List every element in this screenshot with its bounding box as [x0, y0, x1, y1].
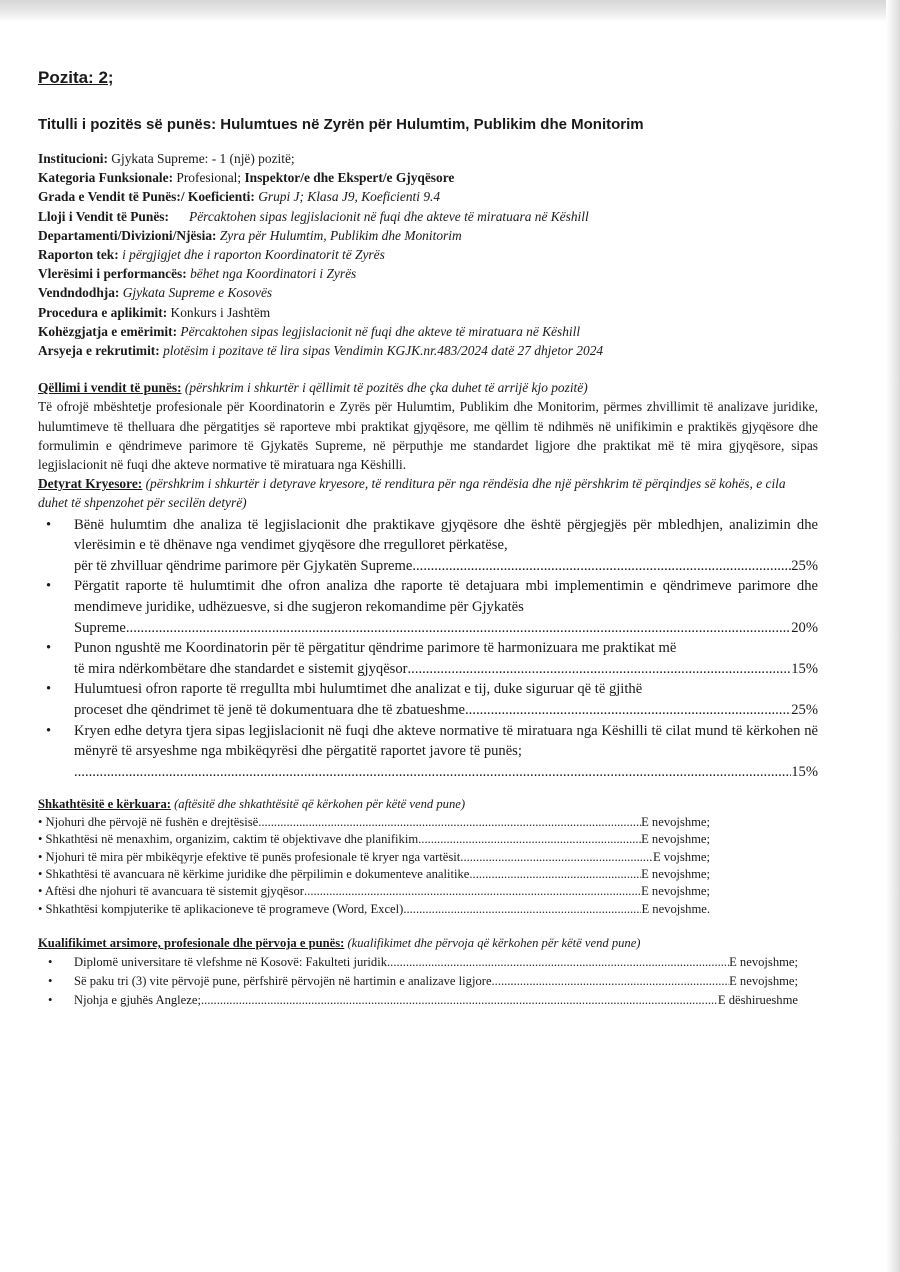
- skills-heading: Shkathtësitë e kërkuara:: [38, 797, 171, 812]
- scan-shadow-top: [0, 0, 900, 22]
- qualifications-heading-line: [38, 934, 818, 953]
- document-page: [38, 60, 818, 1010]
- info-row: Grada e Vendit të Punës:/ Koeficienti: Grupi J; Klasa J9, Koeficienti 9.4: [38, 189, 441, 205]
- skill-item: • Njohuri dhe përvojë në fushën e drejtësisë ..... E nevojshme;: [38, 814, 710, 831]
- purpose-text: Të ofrojë mbështetje profesionale për Koordinatorin e Zyrës për Hulumtim, Publikim dhe Monitorim, përmes zhvillimit të analizave juridike, hulumtimeve të thelluara dhe përgatitjes së raporteve mbi praktikat gjyqësore, me qëllim të ndihmës në unifikimin e praktikës gjyqësore dhe formulimin e qëndrimeve parimore të Gjykatës Supreme, në përputhje me standardet ligjore dhe praktikat më të mira gjyqësore, sipas legjislacionit në fuqi dhe akteve normative të miratuara nga Këshilli.: [38, 399, 818, 473]
- info-row: Kohëzgjatja e emërimit: Përcaktohen sipas legjislacionit në fuqi dhe akteve të miratuara në Këshill: [38, 323, 581, 339]
- qualifications-heading: Kualifikimet arsimore, profesionale dhe përvoja e punës:: [38, 936, 345, 951]
- bullet-icon: •: [46, 516, 52, 533]
- skills-hint: (aftësitë dhe shkathtësitë që kërkohen për këtë vend pune): [170, 797, 466, 812]
- qualification-item: • Njohja e gjuhës Angleze; ..... E dëshirueshme: [38, 991, 798, 1010]
- purpose-heading-line: [38, 378, 818, 397]
- info-row: Procedura e aplikimit: Konkurs i Jashtëm: [38, 304, 271, 320]
- duty-item: • Kryen edhe detyra tjera sipas legjislacionit në fuqi dhe akteve normative të miratuara nga Këshilli të cilat mund të kërkohen në mënyrë të arsyeshme nga mbikëqyrësi dhe përgatitë raportet javore të punës; ..... 15%: [38, 721, 818, 783]
- info-row: Arsyeja e rekrutimit: plotësim i pozitave të lira sipas Vendimin KGJK.nr.483/2024 datë 27 dhjetor 2024: [38, 343, 604, 359]
- qualification-item: • Diplomë universitare të vlefshme në Kosovë: Fakulteti juridik ..... E nevojshme;: [38, 953, 798, 972]
- bullet-icon: •: [48, 955, 53, 970]
- duties-heading-line: [38, 474, 818, 512]
- bullet-icon: •: [46, 681, 52, 698]
- skill-item: • Aftësi dhe njohuri të avancuara të sistemit gjyqësor ..... E nevojshme;: [38, 883, 710, 900]
- position-info: [38, 149, 818, 360]
- duty-item: • Hulumtuesi ofron raporte të rregullta mbi hulumtimet dhe analizat e tij, duke siguruar që të gjithë proceset dhe qëndrimet të jenë të dokumentuara dhe të zbatueshme ..... 25%: [38, 679, 818, 720]
- bullet-icon: •: [46, 722, 52, 739]
- skill-item: • Shkathtësi kompjuterike të aplikacioneve të programeve (Word, Excel) ..... E nevojshme.: [38, 901, 710, 918]
- info-row: Vendndodhja: Gjykata Supreme e Kosovës: [38, 285, 273, 301]
- purpose-heading: Qëllimi i vendit të punës:: [38, 380, 182, 396]
- purpose-section: [38, 378, 818, 474]
- duties-list: [38, 515, 818, 783]
- skill-item: • Njohuri të mira për mbikëqyrje efektive të punës profesionale të kryer nga vartësit ..... E vojshme;: [38, 849, 710, 866]
- duties-heading: Detyrat Kryesore:: [38, 476, 143, 492]
- skill-item: • Shkathtësi të avancuara në kërkime juridike dhe përpilimin e dokumenteve analitike ..... E nevojshme;: [38, 866, 710, 883]
- duty-item: • Punon ngushtë me Koordinatorin për të përgatitur qëndrime parimore të harmonizuara me praktikat më të mira ndërkombëtare dhe standardet e sistemit gjyqësor ..... 15%: [38, 638, 818, 679]
- bullet-icon: •: [46, 640, 52, 657]
- info-row: Lloji i Vendit të Punës: Përcaktohen sipas legjislacionit në fuqi dhe akteve të miratuara në Këshill: [38, 208, 589, 224]
- duty-item: • Bënë hulumtim dhe analiza të legjislacionit dhe praktikave gjyqësore dhe është përgjegjës për mbledhjen, analizimin dhe vlerësimin e të dhënave nga vendimet gjyqësore dhe rregulloret përkatëse, për të zhvilluar qëndrime parimore për Gjykatën Supreme ..... 25%: [38, 515, 818, 577]
- info-row: Raporton tek: i përgjigjet dhe i raporton Koordinatorit të Zyrës: [38, 247, 385, 263]
- bullet-icon: •: [46, 578, 52, 595]
- duties-section: [38, 474, 818, 782]
- position-number: Pozita: 2;: [38, 68, 114, 87]
- qualifications-hint: (kualifikimet dhe përvoja që kërkohen për këtë vend pune): [344, 936, 641, 951]
- info-row: Institucioni: Gjykata Supreme: - 1 (një) pozitë;: [38, 151, 295, 166]
- skills-section: [38, 796, 818, 918]
- info-row: Kategoria Funksionale: Profesional; Inspektor/e dhe Ekspert/e Gjyqësore: [38, 170, 455, 186]
- scan-shadow-right: [886, 0, 900, 1272]
- qualifications-section: [38, 934, 818, 1010]
- bullet-icon: •: [48, 974, 53, 989]
- duty-item: • Përgatit raporte të hulumtimit dhe ofron analiza dhe raporte të detajuara mbi implementimin e qëndrimeve parimore dhe mendimeve juridike, udhëzuesve, si dhe sugjeron rekomandime për Gjykatës Supreme ..... 20%: [38, 576, 818, 638]
- bullet-icon: •: [48, 993, 53, 1008]
- info-row: Vlerësimi i performancës: bëhet nga Koordinatori i Zyrës: [38, 266, 357, 282]
- duties-hint: (përshkrim i shkurtër i detyrave kryesore, të renditura për nga rëndësia dhe një përshkrim të përqindjes së kohës, e cila duhet të shpenzohet për secilën detyrë): [38, 476, 786, 511]
- skills-heading-line: [38, 796, 818, 813]
- position-title: Titulli i pozitës së punës: Hulumtues në Zyrën për Hulumtim, Publikim dhe Monitorim: [38, 116, 644, 133]
- info-row: Departamenti/Divizioni/Njësia: Zyra për Hulumtim, Publikim dhe Monitorim: [38, 227, 462, 243]
- skill-item: • Shkathtësi në menaxhim, organizim, caktim të objektivave dhe planifikim ..... E nevojshme;: [38, 831, 710, 848]
- qualification-item: • Së paku tri (3) vite përvojë pune, përfshirë përvojën në hartimin e analizave ligjore ..... E nevojshme;: [38, 972, 798, 991]
- purpose-hint: (përshkrim i shkurtër i qëllimit të pozitës dhe çka duhet të arrijë kjo pozitë): [181, 380, 588, 396]
